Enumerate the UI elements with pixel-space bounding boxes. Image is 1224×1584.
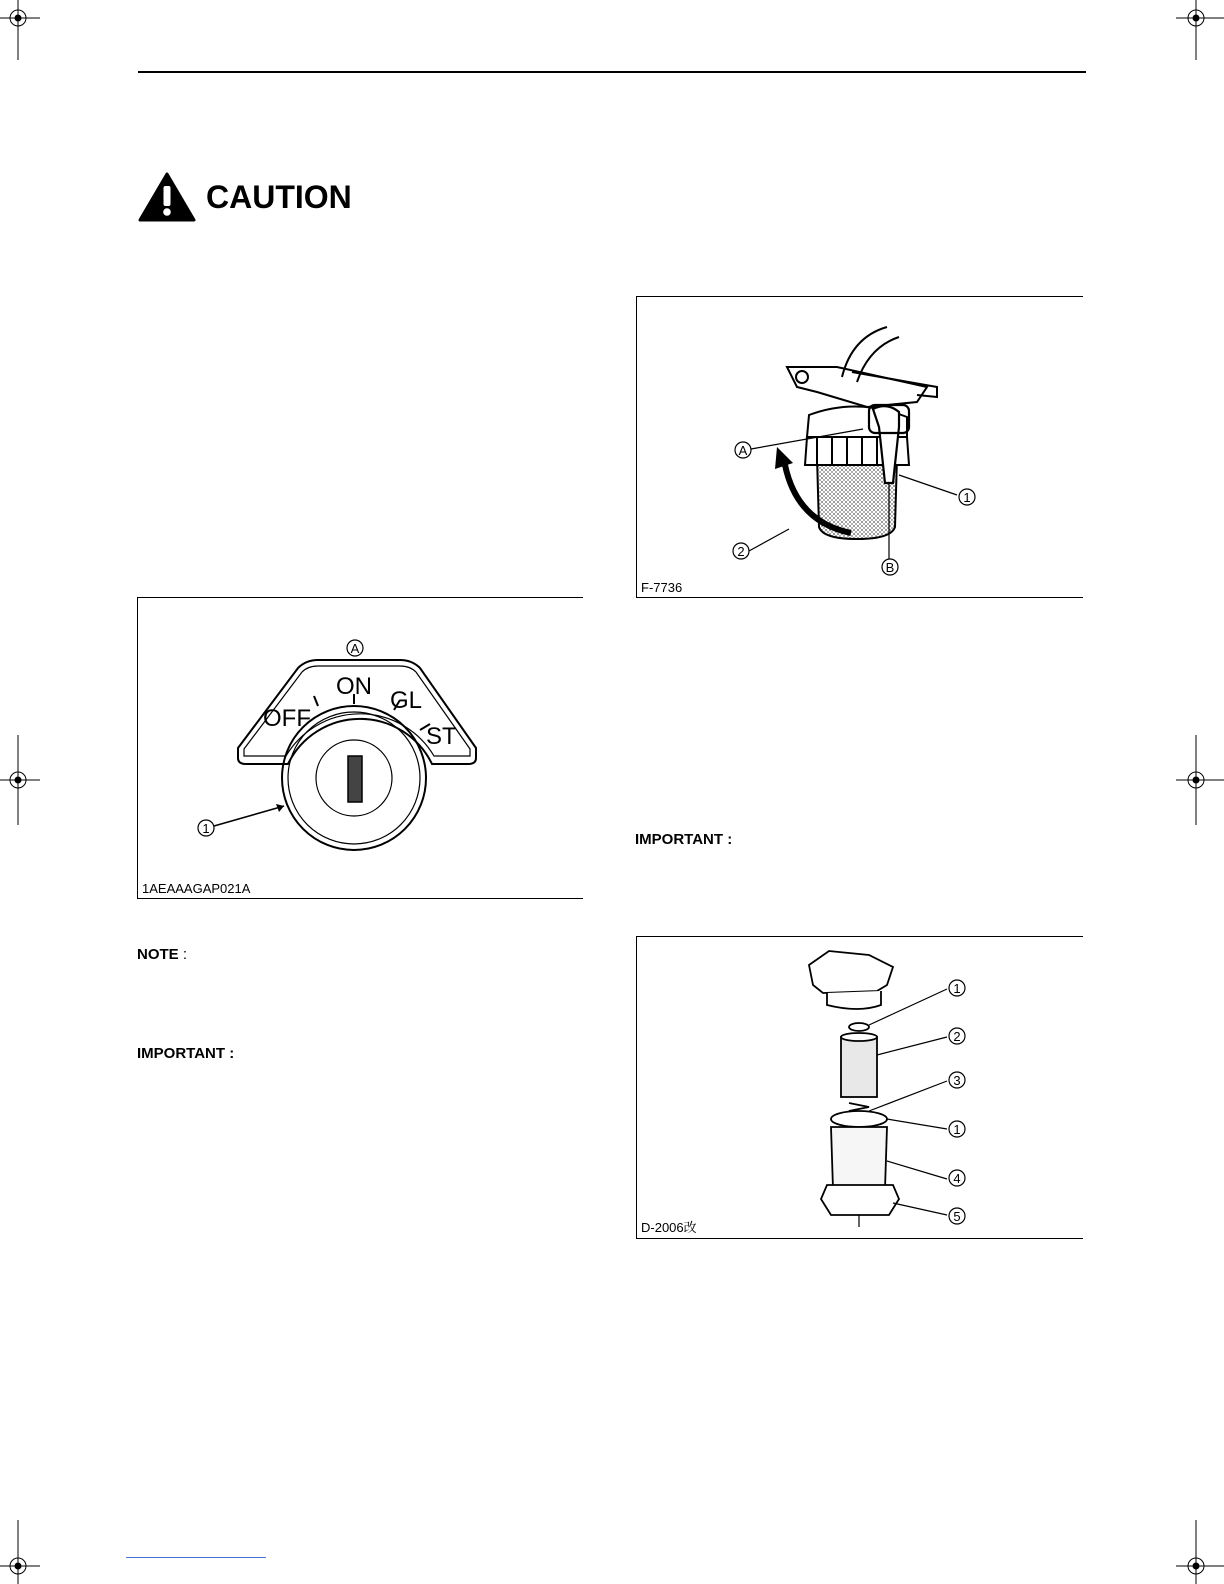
footer-link-underline [126, 1557, 266, 1558]
position-st: ST [426, 723, 457, 750]
callout-2: 2 [953, 1029, 961, 1044]
figure-fuel-filter [636, 296, 1083, 598]
callout-3: 3 [953, 1073, 961, 1088]
header-rule [138, 71, 1086, 73]
caution-label: CAUTION [206, 178, 352, 215]
callout-1: 1 [202, 821, 210, 836]
note-label-colon: : [178, 946, 188, 963]
filter-element [841, 1037, 877, 1097]
key-slot [348, 756, 362, 802]
filter-bowl [831, 1127, 887, 1189]
callout-1: 1 [963, 490, 971, 505]
callout-4: 4 [953, 1171, 961, 1186]
figure-code: D-2006改 [641, 1220, 697, 1235]
key-switch-drawing [138, 598, 583, 898]
crop-mark-mid-left [0, 735, 40, 825]
callout-1-second: 1 [953, 1122, 961, 1137]
callout-a: A [738, 443, 748, 458]
callout-2: 2 [737, 544, 745, 559]
important-label-right: IMPORTANT : [635, 831, 733, 848]
figure-code: F-7736 [641, 580, 683, 595]
callout-5: 5 [953, 1209, 961, 1224]
figure-key-switch [137, 597, 583, 899]
position-gl: GL [390, 687, 423, 714]
crop-mark-top-right [1176, 0, 1224, 60]
position-off: OFF [263, 705, 311, 732]
filter-parts-drawing [637, 937, 1083, 1238]
crop-mark-bottom-left [0, 1520, 40, 1584]
caution-heading [138, 172, 352, 222]
crop-mark-bottom-right [1176, 1520, 1224, 1584]
figure-filter-parts [636, 936, 1083, 1239]
warning-triangle-icon [138, 172, 196, 222]
callout-1: 1 [953, 981, 961, 996]
important-label-left: IMPORTANT : [137, 1045, 235, 1062]
crop-mark-mid-right [1176, 735, 1224, 825]
figure-code: 1AEAAAGAP021A [142, 881, 251, 896]
fuel-filter-drawing [637, 297, 1083, 597]
crop-mark-top-left [0, 0, 40, 60]
filter-head [809, 951, 893, 993]
position-on: ON [336, 673, 372, 700]
note-label-left [137, 946, 187, 963]
callout-b: B [885, 560, 895, 575]
note-label-text: NOTE [137, 946, 179, 963]
callout-a: A [350, 641, 360, 656]
